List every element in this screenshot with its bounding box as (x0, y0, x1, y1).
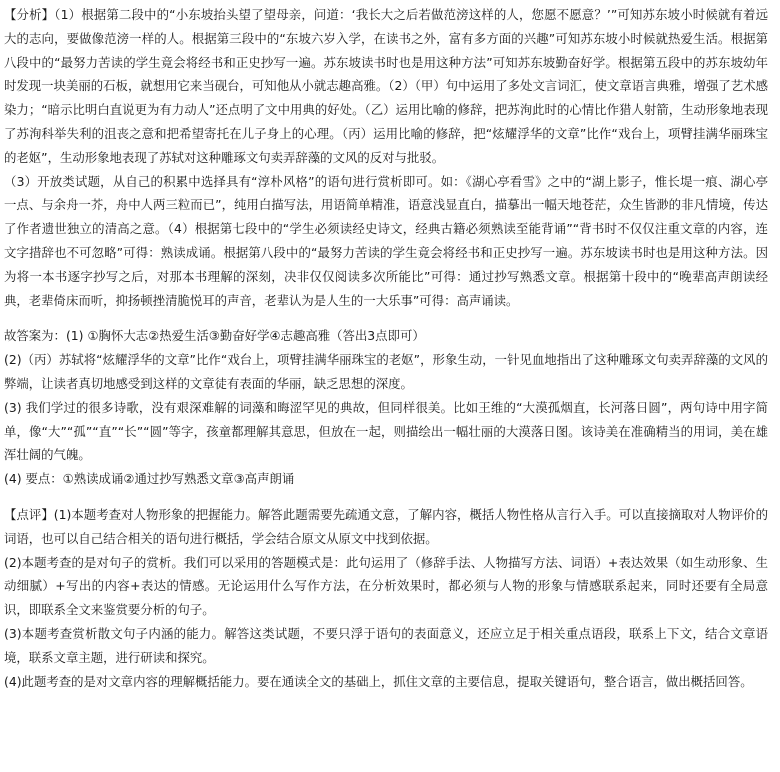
analysis-section (4, 3, 768, 312)
comment-paragraph-4: (4)此题考查的是对文章内容的理解概括能力。要在通读全文的基础上，抓住文章的主要信息，提取关键语句，整合语言，做出概括回答。 (4, 673, 753, 689)
answer-section (4, 324, 768, 491)
comment-paragraph-1: 【点评】(1)本题考查对人物形象的把握能力。解答此题需要先疏通文意，了解内容，概括人物性格从言行入手。可以直接摘取对人物评价的词语，也可以自己结合相关的语句进行概括，学会结合原文从原文中找到依据。 (4, 506, 768, 546)
answer-paragraph-1: 故答案为：(1) ①胸怀大志②热爱生活③勤奋好学④志趣高雅（答出3点即可） (4, 328, 425, 344)
analysis-paragraph-1: 【分析】（1）根据第二段中的“小东坡抬头望了望母亲，问道：‘我长大之后若做范滂这样的人，您愿不愿意？’”可知苏东坡小时候就有着远大的志向，要做像范滂一样的人。根据第三段中的“东坡六岁入学，在读书之外，富有多方面的兴趣”可知苏东坡小时候就热爱生活。根据第八段中的“最努力苦读的学生竟会将经书和正史抄写一遍。苏东坡读书时也是用这种方法”可知苏东坡勤奋好学。根据第五段中的苏东坡幼年时发现一块美丽的石板，就想用它来当砚台，可知他从小就志趣高雅。（2）（甲）句中运用了多处文言词汇，使文章语言典雅，增强了艺术感染力；“暗示比明白直说更为有力动人”还点明了文中用典的好处。（乙）运用比喻的修辞，把苏洵此时的心情比作猎人射箭，生动形象地表现了苏洵科举失利的沮丧之意和把希望寄托在儿子身上的心理。（丙）运用比喻的修辞，把“炫耀浮华的文章”比作“戏台上，项臂挂满华丽珠宝的老妪”，生动形象地表现了苏轼对这种雕琢文句卖弄辞藻的文风的反对与批驳。 (4, 7, 768, 165)
section-gap (4, 491, 768, 503)
section-gap (4, 312, 768, 324)
answer-paragraph-4: (4) 要点：①熟读成诵②通过抄写熟悉文章③高声朗诵 (4, 471, 295, 487)
comment-paragraph-3: (3)本题考查赏析散文句子内涵的能力。解答这类试题，不要只浮于语句的表面意义，还应立足于相关重点语段，联系上下文，结合文章语境，联系文章主题，进行研读和探究。 (4, 625, 768, 665)
analysis-paragraph-2: （3）开放类试题，从自己的积累中选择具有“淳朴风格”的语句进行赏析即可。如：《湖心亭看雪》之中的“湖上影子，惟长堤一痕、湖心亭一点、与余舟一芥，舟中人两三粒而已”，纯用白描写法，用语简单精准，语意浅显直白，描摹出一幅天地苍茫，众生皆渺的非凡情境，传达了作者遗世独立的清高之意。（4）根据第七段中的“学生必须读经史诗文，经典古籍必须熟读至能背诵”“背书时不仅仅注重文章的内容，连文字措辞也不可忽略”可得：熟读成诵。根据第八段中的“最努力苦读的学生竟会将经书和正史抄写一遍。苏东坡读书时也是用这种方法。因为将一本书逐字抄写之后，对那本书理解的深刻，决非仅仅阅读多次所能比”可得：通过抄写熟悉文章。根据第十段中的“晚辈高声朗读经典，老辈倚床而听，抑扬顿挫清脆悦耳的声音，老辈认为是人生的一大乐事”可得：高声诵读。 (4, 173, 768, 308)
answer-paragraph-3: (3) 我们学过的很多诗歌，没有艰深难解的词藻和晦涩罕见的典故，但同样很美。比如王维的“大漠孤烟直，长河落日圆”，两句诗中用字简单，像“大”“孤”“直”“长”“圆”等字，孩童都理解其意思，但放在一起，则描绘出一幅壮丽的大漠落日图。该诗美在准确精当的用词，美在雄浑壮阔的气魄。 (4, 399, 768, 463)
comment-paragraph-2: (2)本题考查的是对句子的赏析。我们可以采用的答题模式是：此句运用了（修辞手法、人物描写方法、词语）+表达效果（如生动形象、生动细腻）+写出的内容+表达的情感。无论运用什么写作方法，在分析效果时，都必须与人物的形象与情感联系起来，同时还要有全局意识，即联系全文来鉴赏要分析的句子。 (4, 554, 768, 618)
comment-section (4, 503, 768, 693)
answer-paragraph-2: (2)（丙）苏轼将“炫耀浮华的文章”比作“戏台上，项臂挂满华丽珠宝的老妪”，形象生动，一针见血地指出了这种雕琢文句卖弄辞藻的文风的弊端，让读者真切地感受到这样的文章徒有表面的华丽，缺乏思想的深度。 (4, 352, 768, 391)
